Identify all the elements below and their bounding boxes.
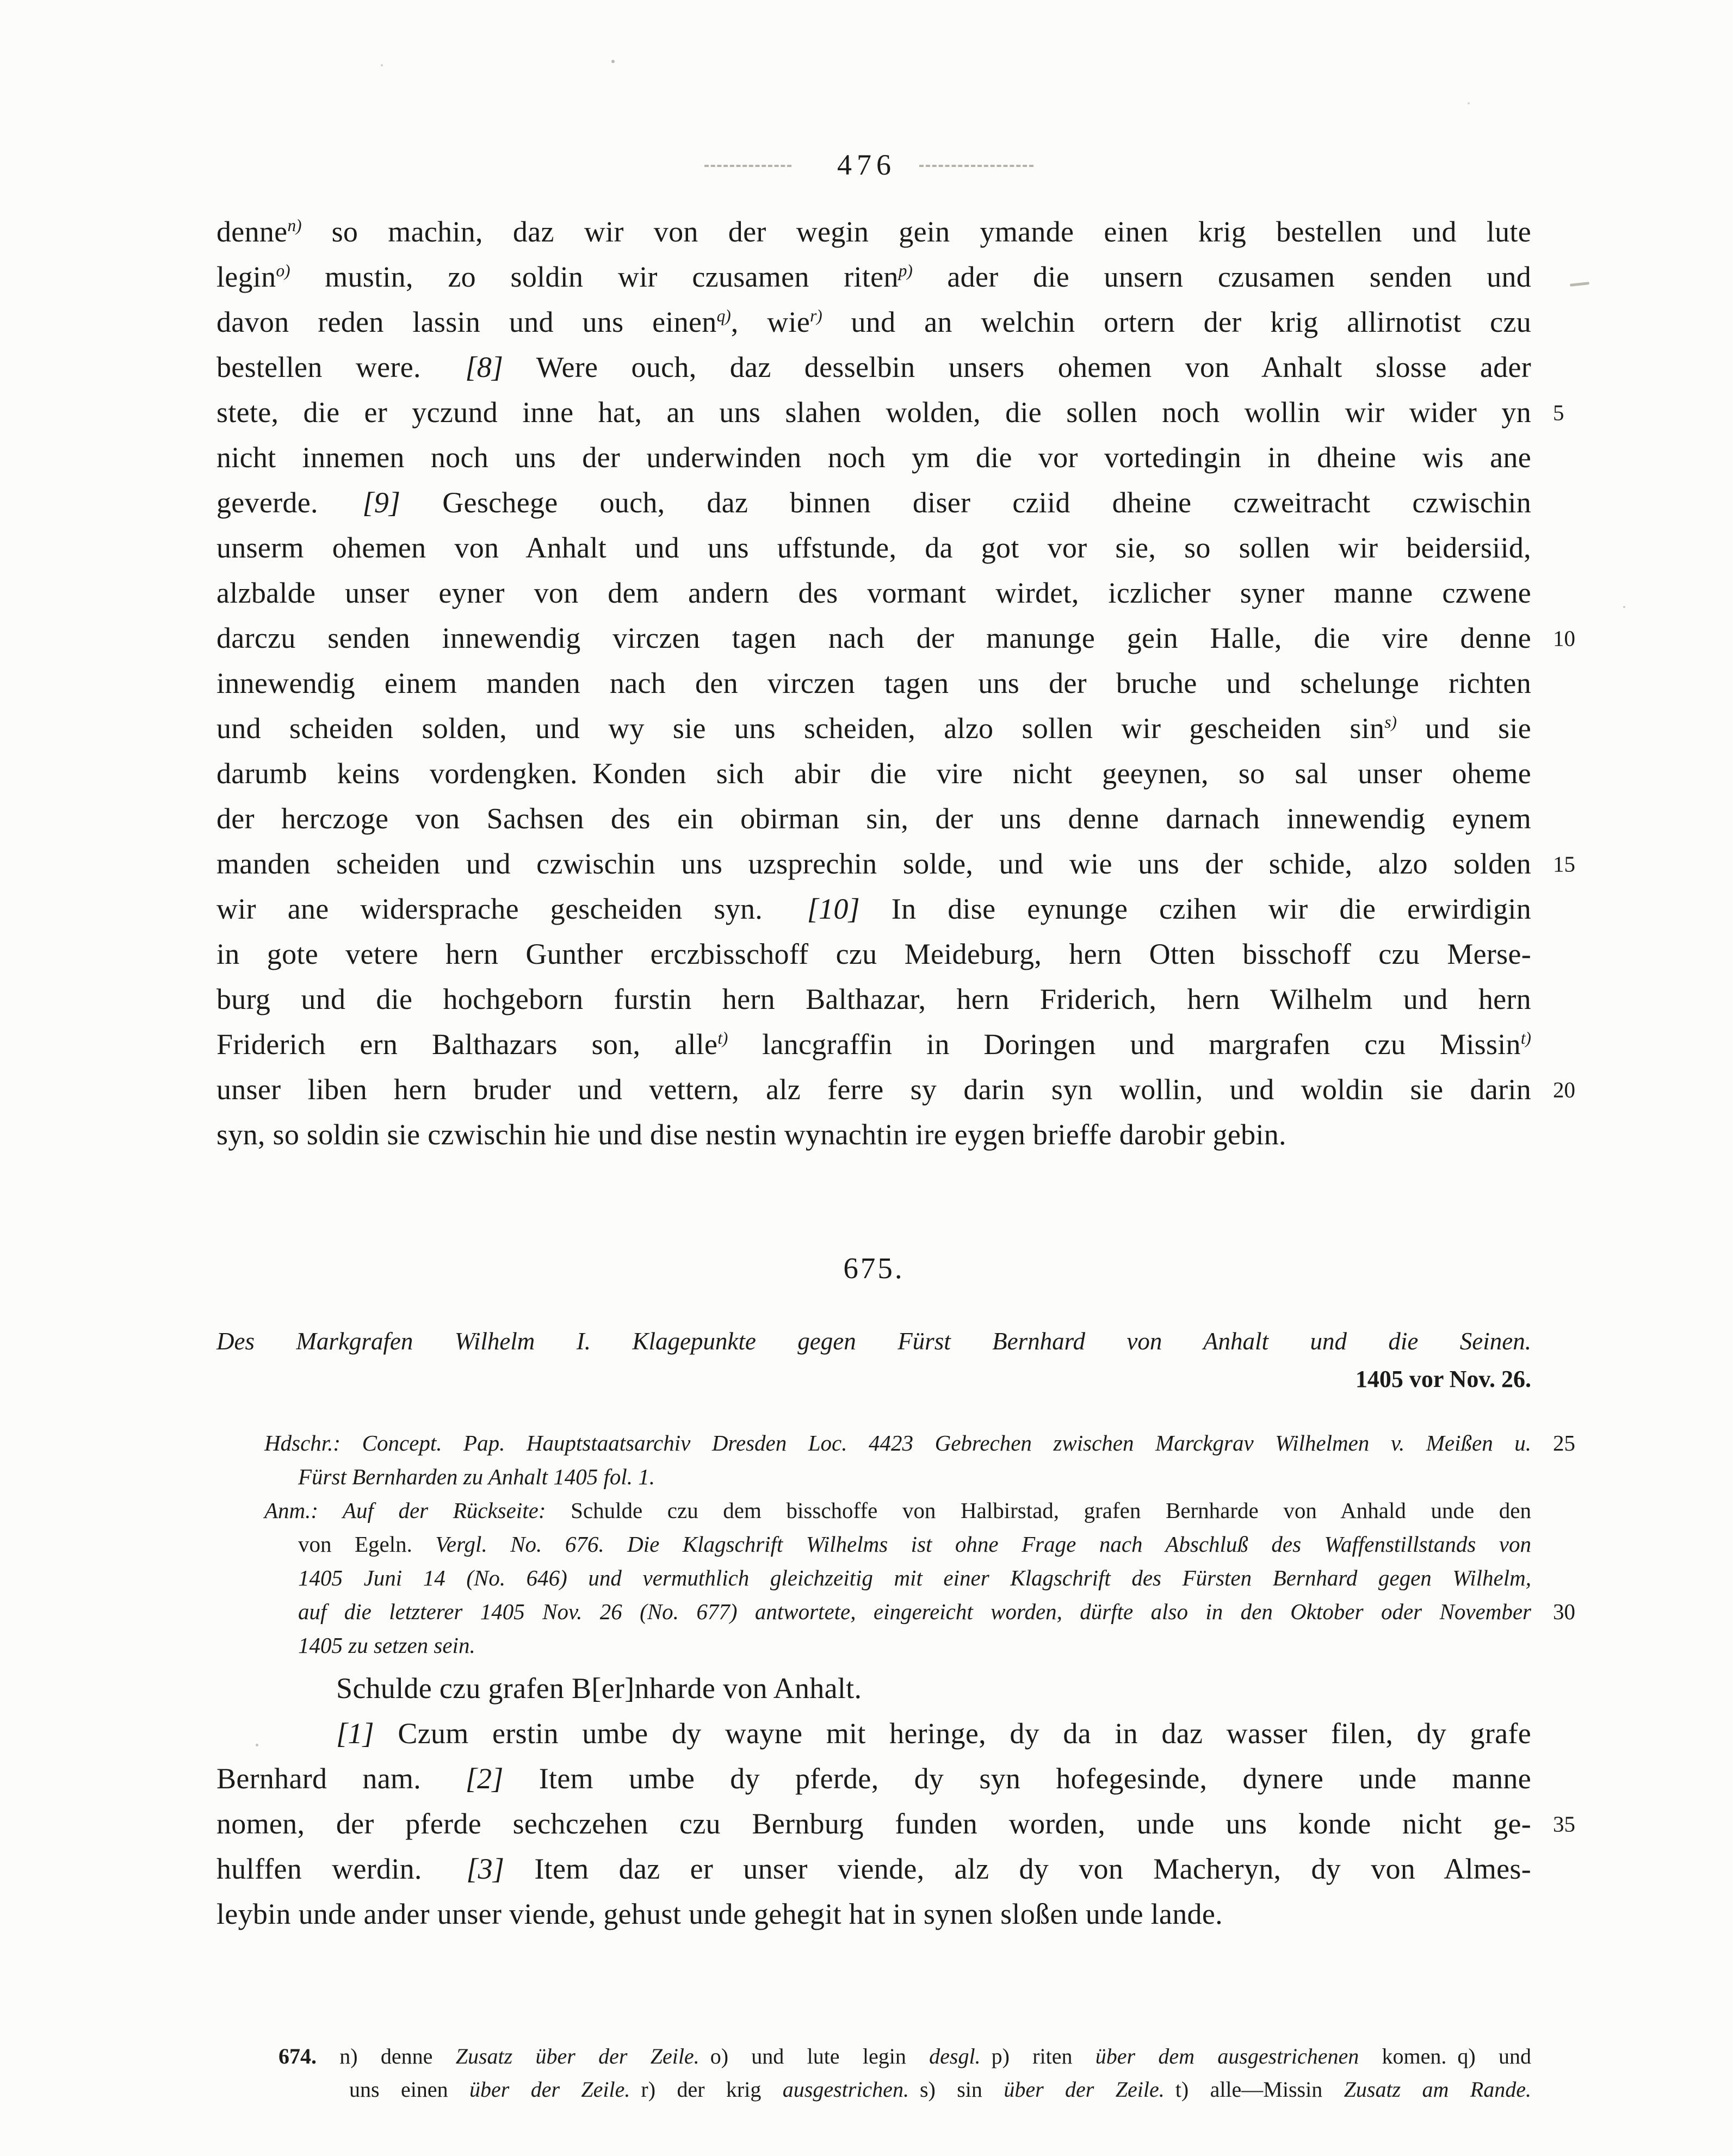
- text-line: innewendig einem manden nach den virczen tagen uns der bruche und schelunge richten: [216, 667, 1531, 699]
- document-number-heading: 675.: [843, 1252, 905, 1285]
- text-line: unserm ohemen von Anhalt und uns uffstunde, da got vor sie, so sollen wir beidersiid,: [216, 531, 1531, 564]
- text-line: nomen, der pferde sechczehen czu Bernburg funden worden, unde uns konde nicht ge- 35: [216, 1801, 1531, 1847]
- text-line: nicht innemen noch uns der underwinden noch ym die vor vortedingin in dheine wis ane: [216, 441, 1531, 474]
- text-line: syn, so soldin sie czwischin hie und dise nestin wynachtin ire eygen brieffe darobir gebin.: [216, 1118, 1286, 1151]
- apparatus-footnotes-674: [216, 2040, 1531, 2106]
- scan-speck: [611, 60, 615, 63]
- text-line: bestellen were. [8] Were ouch, daz desselbin unsers ohemen von Anhalt slosse ader: [216, 351, 1531, 383]
- print-dash-right: [919, 165, 1033, 167]
- text-line: Fürst Bernharden zu Anhalt 1405 fol. 1.: [298, 1464, 655, 1489]
- text-line: 1405 Juni 14 (No. 646) und vermuthlich gleichzeitig mit einer Klagschrift des Fürsten Bernhard gegen Wilhelm,: [298, 1565, 1531, 1590]
- text-line: Schulde czu grafen B[er]nharde von Anhalt.: [336, 1672, 862, 1705]
- text-line: Anm.: Auf der Rückseite: Schulde czu dem bisschoffe von Halbirstad, grafen Bernharde von Anhald unde den: [264, 1498, 1532, 1523]
- text-line: hulffen werdin. [3] Item daz er unser viende, alz dy von Macheryn, dy von Almes-: [216, 1853, 1532, 1885]
- text-line: und scheiden solden, und wy sie uns scheiden, alzo sollen wir gescheiden $\sin^{s)}$ und sie: [216, 712, 1531, 745]
- text-line: Friderich ern Balthazars son, alle$^{t)}$ lancgraffin in Doringen und margrafen czu Missin$^{t)}$: [216, 1028, 1531, 1061]
- text-line: Bernhard nam. [2] Item umbe dy pferde, dy syn hofegesinde, dynere unde manne: [216, 1762, 1531, 1795]
- scan-speck: [1570, 282, 1589, 287]
- text-line: uns einen über der Zeile. r) der krig ausgestrichen. s) sin über der Zeile. t) alle—Missin Zusatz am Rande.: [349, 2077, 1531, 2102]
- text-line: alzbalde unser eyner von dem andern des vormant wirdet, iczlicher syner manne czwene: [216, 577, 1531, 609]
- margin-line-number: 30: [1553, 1599, 1575, 1624]
- text-line: Hdschr.: Concept. Pap. Hauptstaatsarchiv Dresden Loc. 4423 Gebrechen zwischen Marckgrav Wilhelmen v. Meißen u. 25: [264, 1426, 1531, 1460]
- text-line: legin$^{o)}$ mustin, zo soldin wir czusamen riten$^{p)}$ ader die unsern czusamen senden und: [216, 261, 1531, 293]
- document-674-continuation-paragraph: [216, 209, 1575, 1157]
- scan-speck: [256, 1744, 258, 1746]
- document-title: Des Markgrafen Wilhelm I. Klagepunkte gegen Fürst Bernhard von Anhalt und die Seinen.: [216, 1328, 1531, 1355]
- margin-line-number: 35: [1553, 1811, 1575, 1836]
- text-line: burg und die hochgeborn furstin hern Balthazar, hern Friderich, hern Wilhelm und hern: [216, 983, 1531, 1015]
- page-number: 476: [837, 148, 896, 181]
- text-line: in gote vetere hern Gunther erczbisschoff czu Meideburg, hern Otten bisschoff czu Merse-: [216, 938, 1531, 970]
- text-line: darumb keins vordengken. Konden sich abir die vire nicht geeynen, so sal unser oheme: [216, 757, 1531, 790]
- margin-line-number: 25: [1553, 1430, 1575, 1455]
- text-line: davon reden lassin und uns einen$^{q)}$, wie$^{r)}$ und an welchin ortern der krig allirnotist czu: [216, 306, 1531, 338]
- margin-line-number: 20: [1553, 1077, 1575, 1102]
- text-line: geverde. [9] Geschege ouch, daz binnen diser cziid dheine czweitracht czwischin: [216, 486, 1531, 519]
- source-and-editorial-notes: [216, 1426, 1575, 1662]
- text-line: auf die letzterer 1405 Nov. 26 (No. 677) antwortete, eingereicht worden, dürfte also in den Oktober oder November 30: [298, 1595, 1531, 1628]
- text-line: leybin unde ander unser viende, gehust unde gehegit hat in synen sloßen unde lande.: [216, 1898, 1223, 1930]
- margin-line-number: 10: [1553, 625, 1575, 650]
- text-line: [1] Czum erstin umbe dy wayne mit heringe, dy da in daz wasser filen, dy grafe: [336, 1717, 1531, 1750]
- margin-line-number: 5: [1553, 400, 1564, 425]
- scan-speck: [1468, 102, 1470, 104]
- scan-speck: [381, 64, 383, 66]
- text-line: 674. n) denne Zusatz über der Zeile. o) und lute legin desgl. p) riten über dem ausgestrichenen komen. q) und: [278, 2044, 1532, 2068]
- document-date: 1405 vor Nov. 26.: [1355, 1366, 1531, 1392]
- text-line: denne$^{n)}$ so machin, daz wir von der wegin gein ymande einen krig bestellen und lute: [216, 215, 1531, 248]
- margin-line-number: 15: [1553, 851, 1575, 876]
- text-line: darczu senden innewendig virczen tagen nach der manunge gein Halle, die vire denne 10: [216, 616, 1531, 661]
- text-line: 1405 zu setzen sein.: [298, 1633, 475, 1658]
- text-line: von Egeln. Vergl. No. 676. Die Klagschrift Wilhelms ist ohne Frage nach Abschluß des Waffenstillstands von: [298, 1532, 1531, 1557]
- text-line: unser liben hern bruder und vettern, alz ferre sy darin syn wollin, und woldin sie darin 20: [216, 1067, 1531, 1112]
- text-line: manden scheiden und czwischin uns uzsprechin solde, und wie uns der schide, alzo solden 15: [216, 841, 1531, 887]
- document-675-body: [216, 1666, 1575, 1937]
- text-line: der herczoge von Sachsen des ein obirman sin, der uns denne darnach innewendig eynem: [216, 802, 1531, 835]
- scan-speck: [1623, 606, 1625, 608]
- text-line: wir ane widersprache gescheiden syn. [10] In dise eynunge czihen wir die erwirdigin: [216, 893, 1531, 925]
- text-line: stete, die er yczund inne hat, an uns slahen wolden, die sollen noch wollin wir wider yn 5: [216, 390, 1531, 435]
